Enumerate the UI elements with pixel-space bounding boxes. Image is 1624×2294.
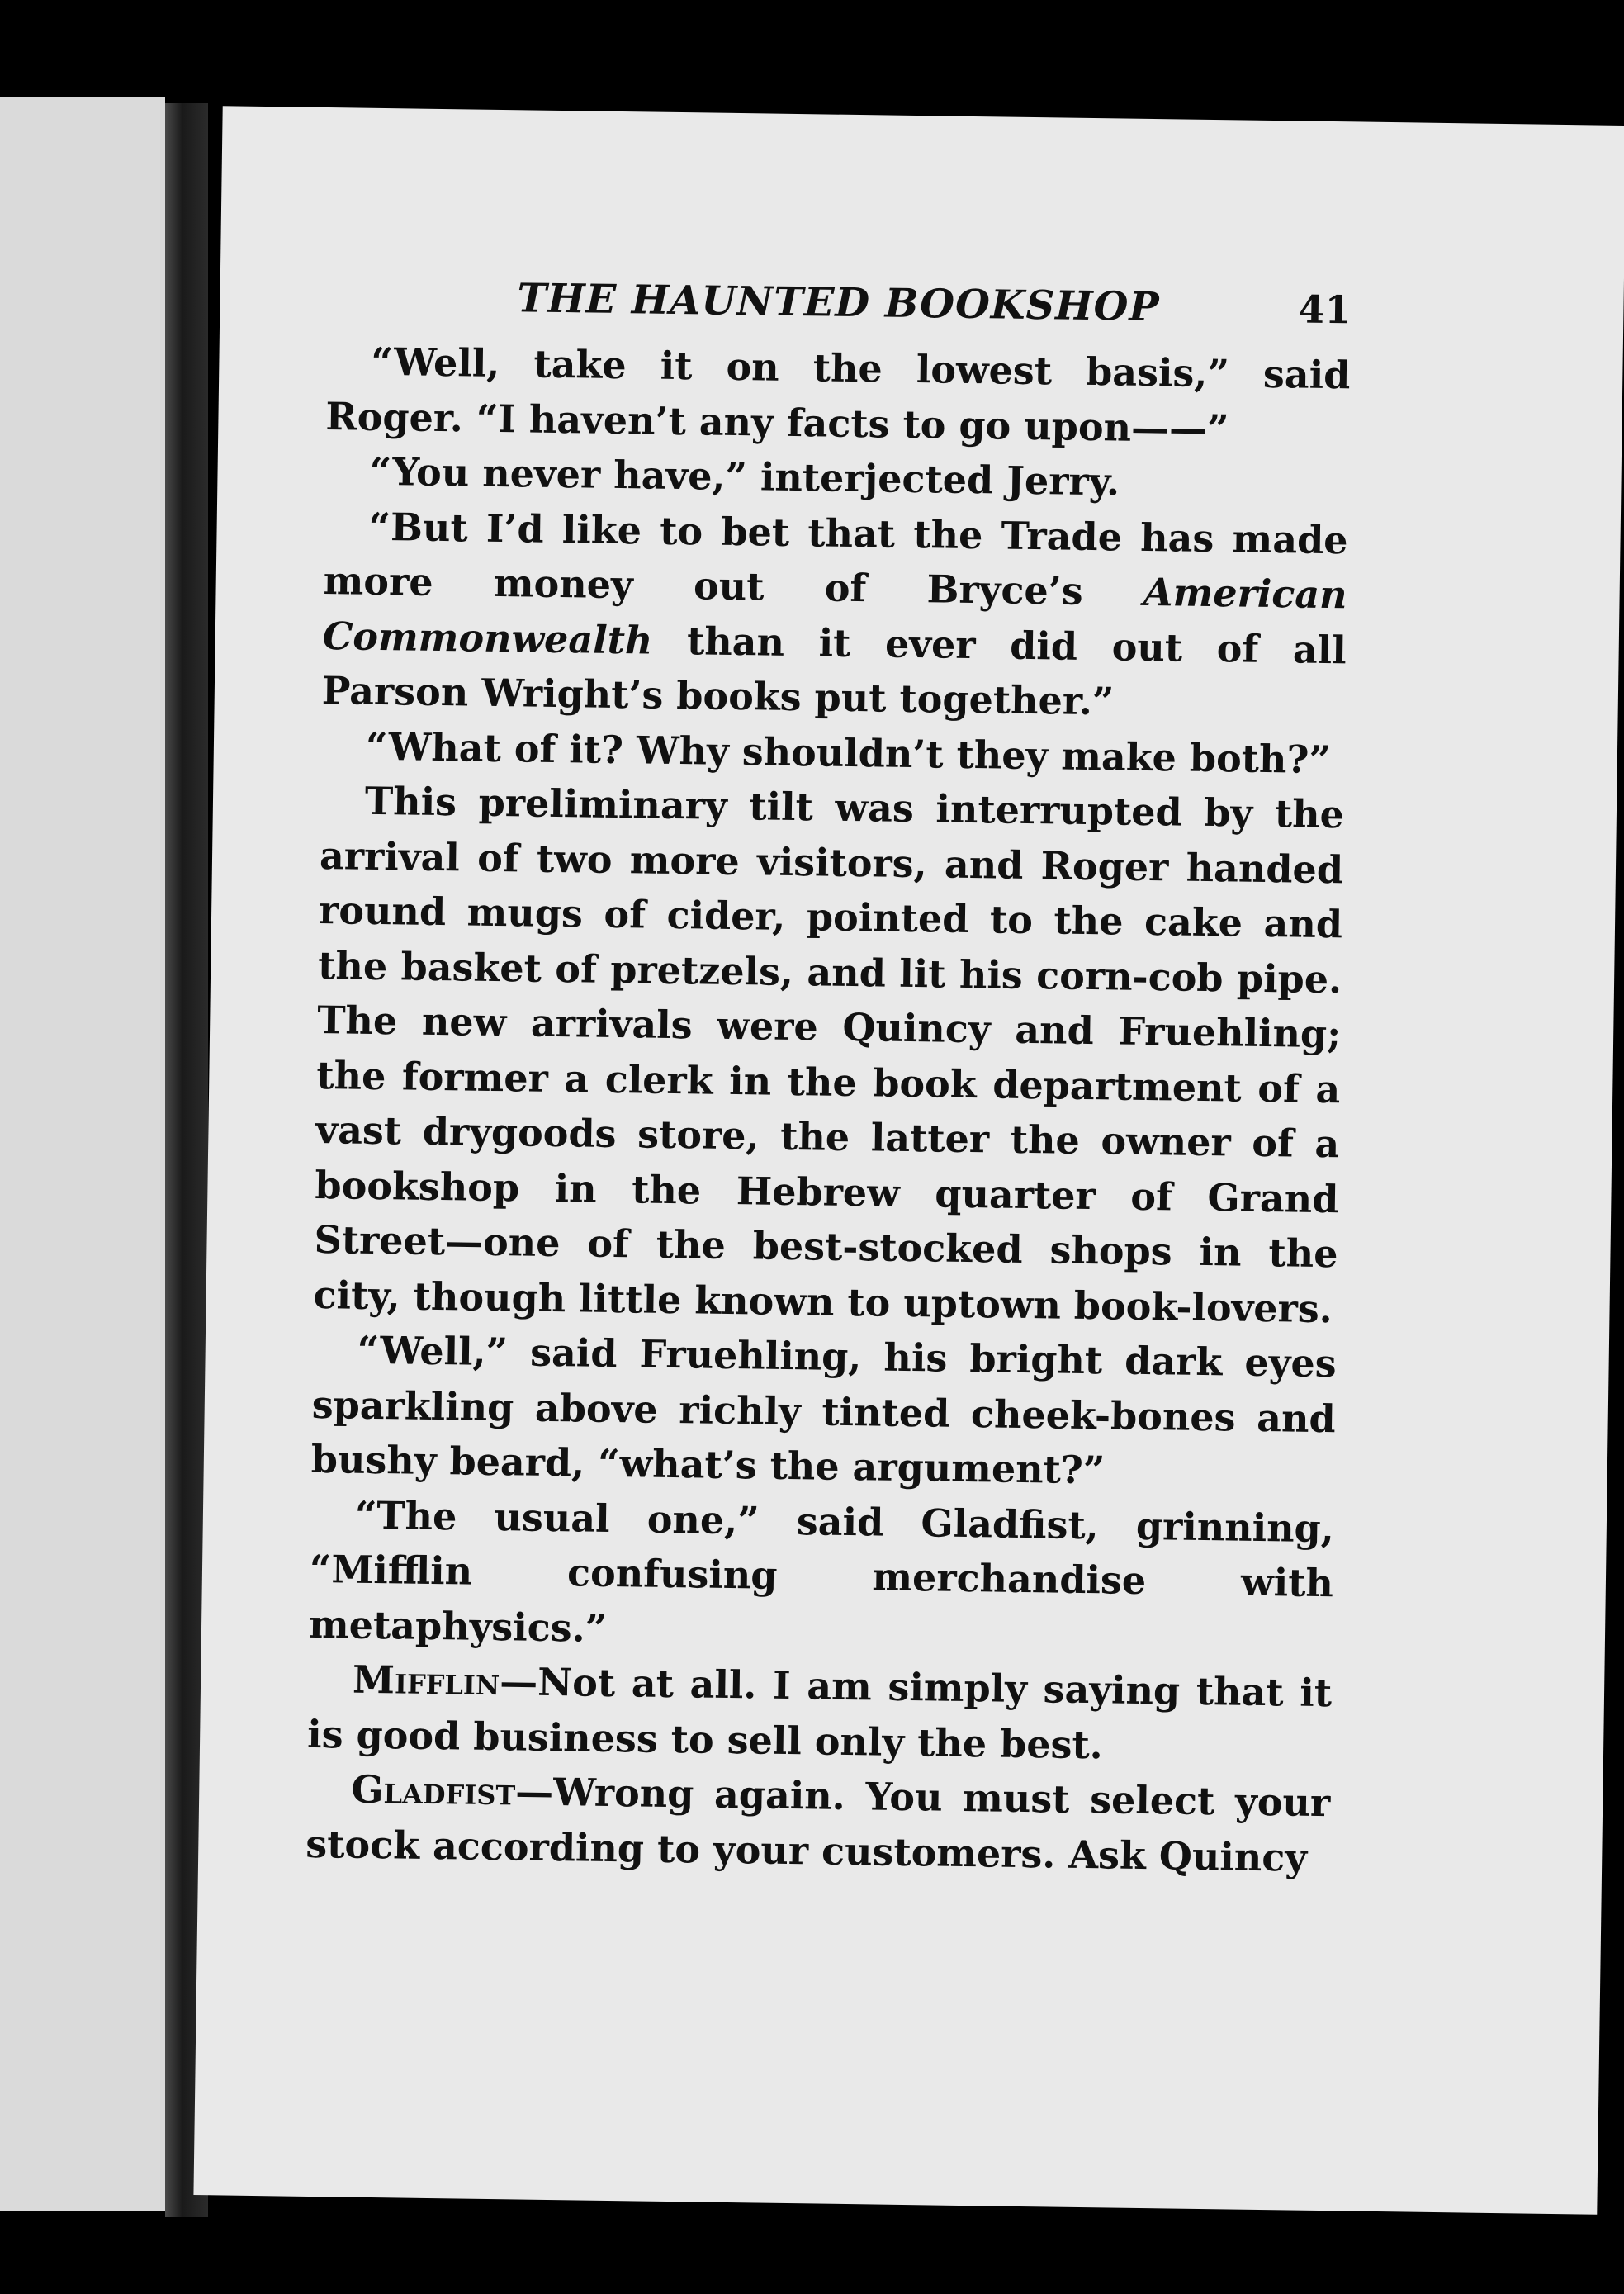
body-text [305,334,1351,1885]
paragraph: “The usual one,” said Gladfist, grinning, “Mifflin confusing merchandise with metaphysics.” [308,1492,1335,1651]
running-head [327,273,1352,333]
book-title-italic: American Commonwealth [322,569,1347,663]
speaker-name: Mifflin [352,1657,500,1704]
dialogue-text: —Wrong again. You must select your stock according to your customers. Ask Quincy [305,1769,1331,1880]
dialogue-paragraph [307,1652,1333,1775]
page-number: 41 [1298,287,1352,333]
paragraph-text: than it ever did out of all Parson Wright’s books put together.” [321,618,1347,724]
running-title: THE HAUNTED BOOKSHOP [517,275,1160,331]
paragraph: This preliminary tilt was interrupted by the arrival of two more visitors, and Roger handed round mugs of cider, pointed to the cake and the basket of pretzels, and lit his corn-cob pipe. The new arrivals were Quincy and Fruehling; the former a clerk in the book department of a vast drygoods store, the latter the owner of a bookshop in the Hebrew quarter of Grand Street—one of the best-stocked shops in the city, though little known to uptown book-lovers. [313,778,1345,1331]
paragraph: “Well, take it on the lowest basis,” said Roger. “I haven’t any facts to go upon——” [325,339,1351,451]
book-page [193,106,1624,2214]
paragraph: “Well,” said Fruehling, his bright dark eyes sparkling above richly tinted cheek-bones and bushy beard, “what’s the argument?” [310,1327,1337,1493]
paragraph: “What of it? Why shouldn’t they make both?” [365,723,1332,782]
left-page-edge [0,97,165,2211]
paragraph: “You never have,” interjected Jerry. [369,448,1120,505]
dialogue-text: —Not at all. I am simply saying that it is good business to sell only the best. [306,1659,1333,1767]
speaker-name: Gladfist [350,1766,516,1814]
dialogue-paragraph [305,1761,1331,1885]
paragraph [321,499,1348,732]
page-content [305,273,1352,1885]
paragraph-text: “But I’d like to bet that the Trade has made more money out of Bryce’s [323,504,1348,614]
